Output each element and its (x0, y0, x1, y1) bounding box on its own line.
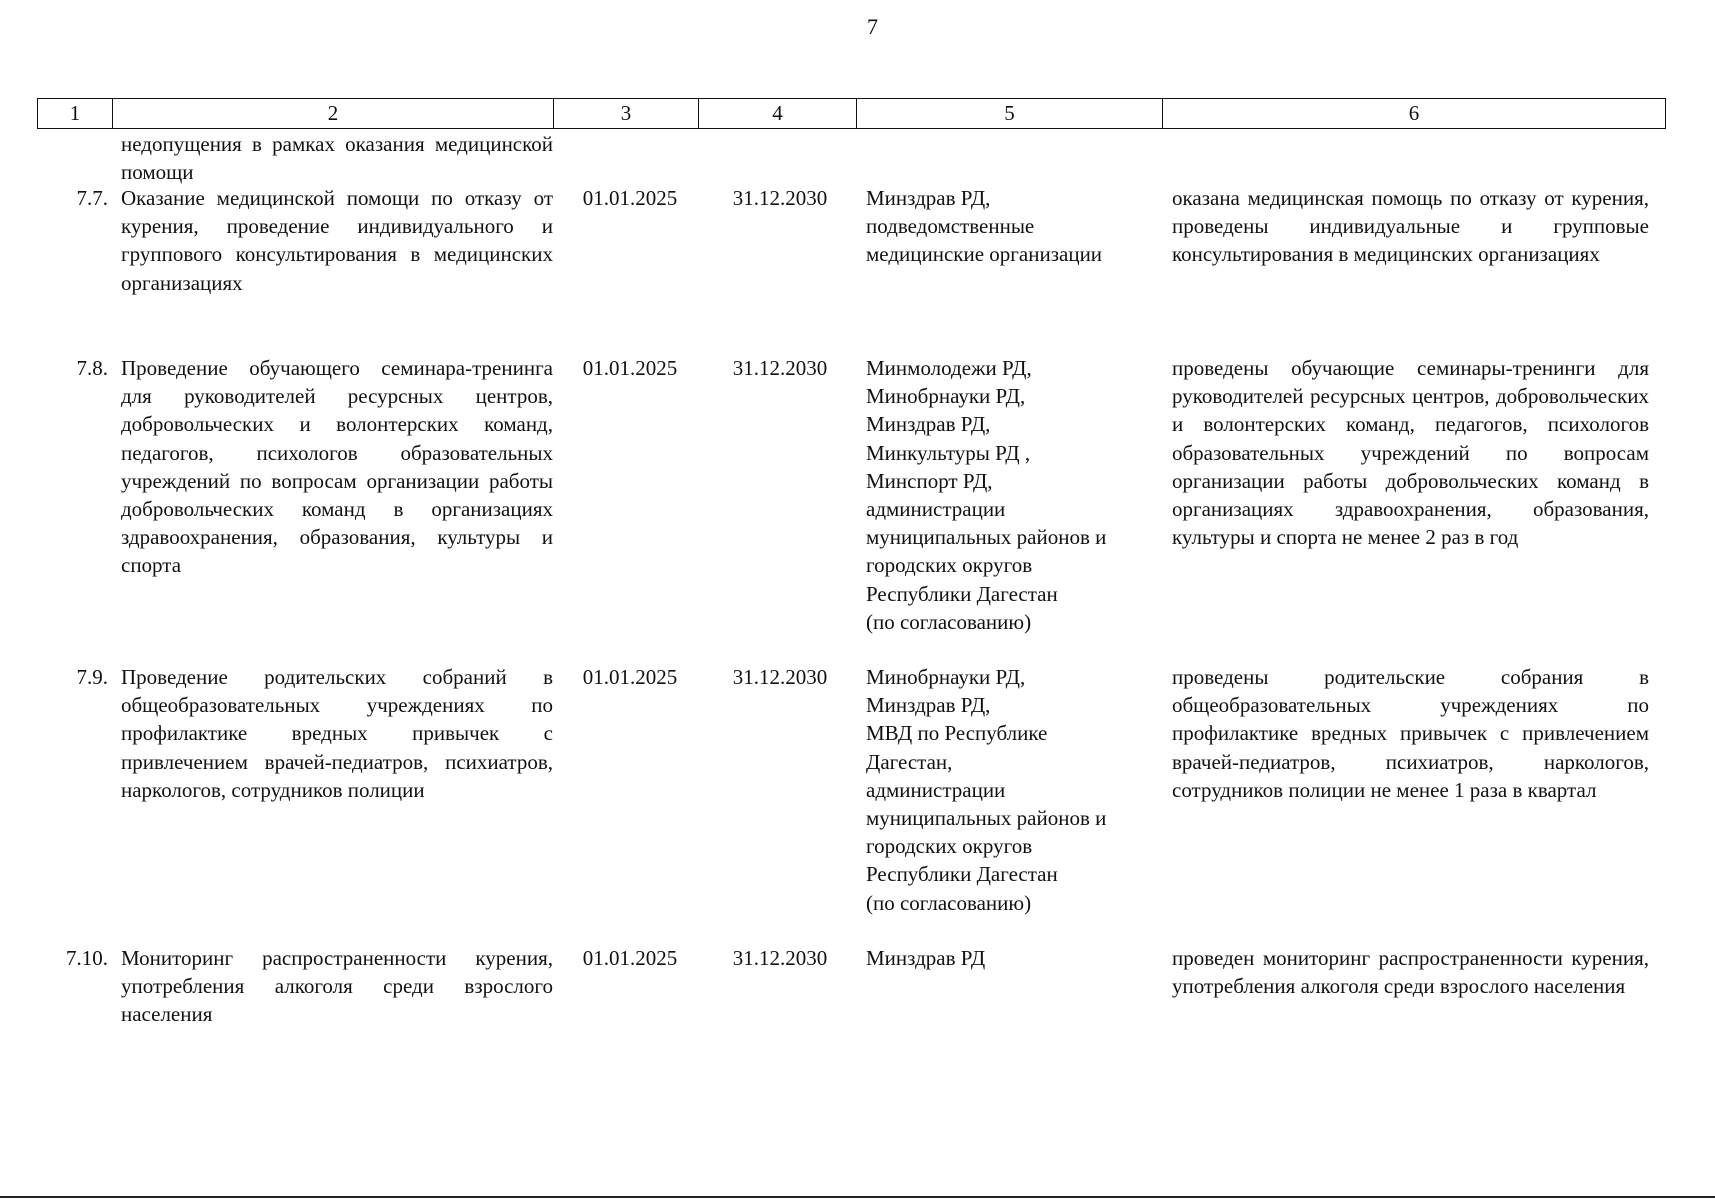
responsible-item: Республики Дагестан (866, 581, 1058, 606)
responsible-item: Минобрнауки РД, (866, 665, 1026, 689)
start-date: 01.01.2025 (582, 665, 678, 689)
row-number: 7.8. (76, 356, 108, 380)
start-date: 01.01.2025 (582, 356, 678, 380)
result-text: проведены обучающие семинары-тренинги для руководителей ресурсных центров, добровольческих и волонтерских команд, педагогов, психологов образовательных учреждений по вопросам организации работы добровольческих команд в организациях здравоохранения, образования, культуры и спорта не менее 2 раз в год (1172, 356, 1649, 550)
row-number (37, 130, 112, 186)
start-date: 01.01.2025 (582, 186, 678, 210)
responsible-item: Минздрав РД, (866, 693, 991, 718)
header-col-6: 6 (1408, 101, 1420, 125)
responsible-item: Дагестан, (866, 749, 953, 774)
header-col-2: 2 (113, 99, 554, 128)
responsible-item: подведомственные (866, 214, 1035, 239)
responsible-item: Минздрав РД, (866, 412, 991, 437)
responsible-item: медицинские организации (866, 242, 1103, 267)
result-text: проведены родительские собрания в общеобразовательных учреждениях по профилактике вредных привычек с привлечением врачей-педиатров, психиатров, наркологов, сотрудников полиции не менее 1 раза в квартал (1172, 665, 1649, 802)
activity-text: Мониторинг распространенности курения, употребления алкоголя среди взрослого населения (121, 946, 553, 1027)
table-header (37, 98, 1666, 129)
responsible-item: Минспорт РД, (866, 468, 993, 493)
responsible-item: муниципальных районов и (866, 525, 1107, 550)
responsible-item: Республики Дагестан (866, 862, 1058, 887)
responsible-item: МВД по Республике (866, 721, 1048, 746)
end-date: 31.12.2030 (732, 946, 828, 970)
table-row (37, 663, 1659, 917)
header-col-4: 4 (699, 99, 857, 128)
responsible-item: Минкультуры РД , (866, 440, 1031, 465)
result-text: оказана медицинская помощь по отказу от курения, проведены индивидуальные и групповые консультирования в медицинских организациях (1172, 186, 1649, 267)
responsible-item: администрации (866, 777, 1006, 802)
activity-text: Проведение обучающего семинара-тренинга для руководителей ресурсных центров, добровольческих и волонтерских команд, педагогов, психологов образовательных учреждений по вопросам организации работы добровольческих команд в организациях здравоохранения, образования, культуры и спорта (121, 356, 553, 578)
page-number: 7 (867, 14, 878, 39)
responsible-item: Минобрнауки РД, (866, 384, 1026, 409)
header-col-1: 1 (38, 99, 113, 128)
header-col-3: 3 (554, 99, 699, 128)
start-date: 01.01.2025 (582, 946, 678, 970)
table-row-continuation (37, 130, 553, 186)
bottom-edge-rule (0, 1196, 1715, 1198)
row-number: 7.10. (66, 946, 108, 970)
header-col-5: 5 (857, 99, 1163, 128)
result-text: проведен мониторинг распространенности курения, употребления алкоголя среди взрослого населения (1172, 946, 1649, 999)
responsible-list (856, 663, 1162, 917)
end-date: 31.12.2030 (732, 356, 828, 380)
responsible-list (856, 944, 1162, 1029)
activity-text: Проведение родительских собраний в общеобразовательных учреждениях по профилактике вредных привычек с привлечением врачей-педиатров, психиатров, наркологов, сотрудников полиции (121, 665, 553, 802)
responsible-item: (по согласованию) (866, 609, 1032, 634)
responsible-item: городских округов (866, 834, 1033, 859)
end-date: 31.12.2030 (732, 665, 828, 689)
responsible-list (856, 184, 1162, 297)
table-row (37, 354, 1659, 636)
end-date: 31.12.2030 (732, 186, 828, 210)
responsible-item: Минмолодежи РД, (866, 356, 1032, 380)
responsible-item: Минздрав РД (866, 946, 986, 970)
row-number: 7.7. (76, 186, 108, 210)
table-row (37, 944, 1659, 1029)
responsible-item: Минздрав РД, (866, 186, 991, 210)
responsible-item: администрации (866, 497, 1006, 522)
activity-text: недопущения в рамках оказания медицинской помощи (121, 132, 553, 185)
row-number: 7.9. (76, 665, 108, 689)
responsible-item: (по согласованию) (866, 890, 1032, 915)
table-row (37, 184, 1659, 297)
responsible-item: муниципальных районов и (866, 806, 1107, 831)
responsible-item: городских округов (866, 553, 1033, 578)
responsible-list (856, 354, 1162, 636)
activity-text: Оказание медицинской помощи по отказу от курения, проведение индивидуального и группового консультирования в медицинских организациях (121, 186, 553, 295)
